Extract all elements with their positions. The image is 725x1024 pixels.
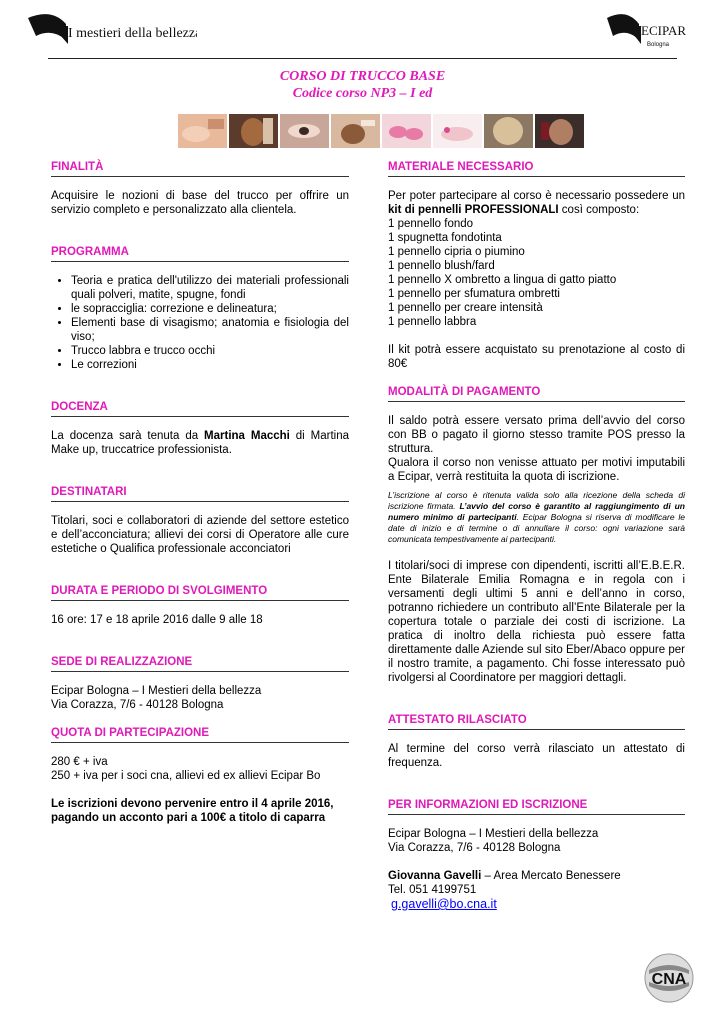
sede-line1: Ecipar Bologna – I Mestieri della bellezza: [51, 685, 262, 697]
contact-role: – Area Mercato Benessere: [481, 870, 621, 882]
photo-massage: [178, 114, 227, 148]
kit-item: 1 pennello fondo: [388, 218, 474, 230]
kit-note: Il kit potrà essere acquistato su prenotazione al costo di 80€: [388, 344, 685, 370]
info-line2: Via Corazza, 7/6 - 40128 Bologna: [388, 842, 561, 854]
sede-line2: Via Corazza, 7/6 - 40128 Bologna: [51, 699, 224, 711]
info-contact: [388, 869, 685, 883]
kit-item: 1 pennello labbra: [388, 316, 477, 328]
photo-barber: [535, 114, 584, 148]
title-line1: CORSO DI TRUCCO BASE: [279, 69, 446, 84]
mestieri-logo: [22, 10, 197, 52]
header-divider: [48, 58, 677, 59]
quota-line1: 280 € + iva: [51, 756, 108, 768]
note-post: . Ecipar Bologna si riserva di modificare le date di inizio e di termine o di annullare il corso: ogni variazione sarà comunicata tempestivamente ai partecipanti.: [388, 512, 686, 544]
docenza-pre: La docenza sarà tenuta da: [51, 430, 205, 442]
attestato-heading: ATTESTATO RILASCIATO: [388, 713, 685, 730]
left-brand-text: I mestieri della bellezza: [68, 26, 197, 41]
ecipar-logo: [605, 10, 695, 52]
quota-line2: 250 + iva per i soci cna, allievi ed ex allievi Ecipar Bo: [51, 770, 321, 782]
photo-makeup: [280, 114, 329, 148]
materiale-heading: MATERIALE NECESSARIO: [388, 160, 685, 177]
photo-hairstyle: [484, 114, 533, 148]
docenza-post: di Martina Make up, truccatrice professionista.: [51, 430, 350, 456]
photo-facial: [331, 114, 380, 148]
materiale-intro-post: così composto:: [558, 204, 640, 216]
quota-deadline: Le iscrizioni devono pervenire entro il 4 aprile 2016, pagando un acconto pari a 100€ a titolo di caparra: [51, 798, 334, 824]
docenza-heading: DOCENZA: [51, 400, 349, 417]
kit-item: 1 spugnetta fondotinta: [388, 232, 502, 244]
photo-hair: [229, 114, 278, 148]
course-title: [0, 68, 725, 102]
cna-logo: [643, 952, 695, 1004]
right-column: [388, 160, 685, 911]
materiale-intro-pre: Per poter partecipare al corso è necessario possedere un: [388, 190, 685, 202]
contact-name: Giovanna Gavelli: [388, 870, 482, 882]
list-item: • Teoria e pratica dell'utilizzo dei materiali professionali quali polveri, matite, spugne, fondi: [71, 274, 349, 302]
pagamento-p2: Qualora il corso non venisse attuato per motivi imputabili a Ecipar, verrà restituita la quota di iscrizione.: [388, 457, 685, 483]
programma-heading: PROGRAMMA: [51, 245, 349, 262]
destinatari-heading: DESTINATARI: [51, 485, 349, 502]
photo-pedicure: [433, 114, 482, 148]
durata-heading: DURATA E PERIODO DI SVOLGIMENTO: [51, 584, 349, 601]
finalita-text: Acquisire le nozioni di base del trucco per offrire un servizio completo e personalizzato alla clientela.: [51, 190, 349, 216]
finalita-heading: FINALITÀ: [51, 160, 349, 177]
note-bold: L’avvio del corso è garantito al raggiungimento di un numero minimo di partecipanti: [388, 501, 685, 522]
photo-strip: [178, 114, 584, 148]
programma-list: [51, 274, 349, 372]
quota-heading: QUOTA DI PARTECIPAZIONE: [51, 726, 349, 743]
materiale-intro-bold: kit di pennelli PROFESSIONALI: [388, 204, 559, 216]
list-item: • Trucco labbra e trucco occhi: [71, 344, 349, 358]
attestato-text: Al termine del corso verrà rilasciato un attestato di frequenza.: [388, 743, 685, 769]
materiale-intro: [388, 189, 685, 217]
right-brand-text: ECIPAR: [641, 23, 687, 38]
kit-item: 1 pennello cipria o piumino: [388, 246, 525, 258]
pagamento-p1: Il saldo potrà essere versato prima dell’avvio del corso con BB o pagato il giorno stesso tramite POS presso la struttura.: [388, 415, 685, 455]
pagamento-p3: I titolari/soci di imprese con dipendenti, iscritti all’E.B.E.R. Ente Bilaterale Emilia Romagna e in regola con i versamenti degli ultimi 5 anni e dell’anno in corso, potranno richiedere un contributo all’Ente Bilaterale per la copertura totale o parziale dei costi di iscrizione. La pratica di inoltro della richiesta può essere fatta direttamente dalle Aziende sul sito Eber/Abaco oppure per il nostro tramite, a pagamento. Chi fosse interessato può rivolgersi al Coordinatore per maggiori dettagli.: [388, 560, 685, 684]
list-item: • Elementi base di visagismo; anatomia e fisiologia del viso;: [71, 316, 349, 344]
docenza-text: [51, 429, 349, 457]
cna-logo-text: CNA: [651, 971, 687, 988]
kit-item: 1 pennello per sfumatura ombretti: [388, 288, 560, 300]
contact-email-row: [391, 897, 685, 911]
note-pre: L’iscrizione al corso è ritenuta valida solo alla ricezione della scheda di iscrizione firmata.: [388, 490, 685, 511]
info-line1: Ecipar Bologna – I Mestieri della bellezza: [388, 828, 599, 840]
list-item: • Le correzioni: [71, 358, 349, 372]
left-column: [51, 160, 349, 825]
docenza-name: Martina Macchi: [204, 430, 290, 442]
contact-tel: Tel. 051 4199751: [388, 884, 477, 896]
photo-nails: [382, 114, 431, 148]
title-line2: Codice corso NP3 – I ed: [292, 86, 433, 101]
pagamento-note: [388, 490, 685, 545]
durata-text: 16 ore: 17 e 18 aprile 2016 dalle 9 alle 18: [51, 614, 263, 626]
right-brand-sub: Bologna: [647, 42, 670, 48]
pagamento-heading: MODALITÀ DI PAGAMENTO: [388, 385, 685, 402]
kit-item: 1 pennello blush/fard: [388, 260, 495, 272]
list-item: • le sopracciglia: correzione e delineatura;: [71, 302, 349, 316]
email-link[interactable]: g.gavelli@bo.cna.it: [391, 897, 497, 911]
destinatari-text: Titolari, soci e collaboratori di aziende del settore estetico e dell’acconciatura; allievi dei corsi di Operatore alle cure estetiche o Qualifica professionale acconciatori: [51, 515, 349, 555]
kit-item: 1 pennello X ombretto a lingua di gatto piatto: [388, 274, 617, 286]
kit-item: 1 pennello per creare intensità: [388, 302, 543, 314]
info-heading: PER INFORMAZIONI ED ISCRIZIONE: [388, 798, 685, 815]
sede-heading: SEDE DI REALIZZAZIONE: [51, 655, 349, 672]
